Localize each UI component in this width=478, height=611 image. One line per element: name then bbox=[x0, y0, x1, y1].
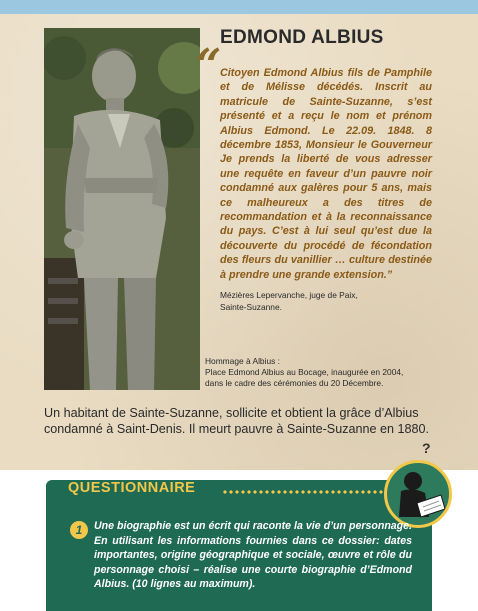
quote-signature bbox=[220, 289, 420, 313]
question-text: Une biographie est un écrit qui raconte la vie d’un personnage. En utilisant les informations fournies dans ce dossier: dates importantes, origine géographique et sociale, œuvre et rôle du personnage choisi – réalise une courte biographie d’Edmond Albius. (10 lignes au maximum). bbox=[94, 520, 412, 591]
summary-text: Un habitant de Sainte-Suzanne, sollicite et obtient la grâce d’Albius condamné à Saint-Denis. Il meurt pauvre à Sainte-Suzanne en 1880. bbox=[44, 406, 430, 436]
archive-quote: Citoyen Edmond Albius fils de Pamphile et de Mélisse décédés. Inscrit au matricule de Sainte-Suzanne, s’est présenté et a reçu le nom et prénom Albius Edmond. Le 22.09. 1848. 8 décembre 1853, Monsieur le Gouverneur Je prends la liberté de vous adresser une requête en faveur d’un pauvre noir condamné aux galères pour 5 ans, mais ce malheureux a des titres de recommandation et à la reconnaissance du pays. C’est à lui seul qu’est due la découverte du procédé de fécondation des fleurs du vanillier … culture destinée à prendre une grande extension.” bbox=[220, 67, 432, 281]
caption-line: dans le cadre des cérémonies du 20 Décembre. bbox=[205, 378, 384, 388]
statue-photo bbox=[44, 28, 200, 390]
question-number-badge: 1 bbox=[70, 521, 88, 539]
questionnaire-title: QUESTIONNAIRE bbox=[68, 480, 196, 496]
photo-credit-wrap bbox=[30, 58, 40, 88]
top-color-strip bbox=[0, 0, 478, 14]
open-quote-icon: “ bbox=[196, 40, 222, 91]
signature-line: Mézières Lepervanche, juge de Paix, bbox=[220, 290, 358, 300]
caption-line: Hommage à Albius : bbox=[205, 356, 280, 366]
question-mark: ? bbox=[422, 440, 431, 456]
signature-line: Sainte-Suzanne. bbox=[220, 302, 282, 312]
photo-caption bbox=[205, 356, 425, 389]
thinking-person-icon bbox=[384, 460, 452, 528]
caption-line: Place Edmond Albius au Bocage, inaugurée en 2004, bbox=[205, 367, 404, 377]
dotted-rule bbox=[222, 490, 388, 494]
page-title: EDMOND ALBIUS bbox=[220, 27, 384, 48]
